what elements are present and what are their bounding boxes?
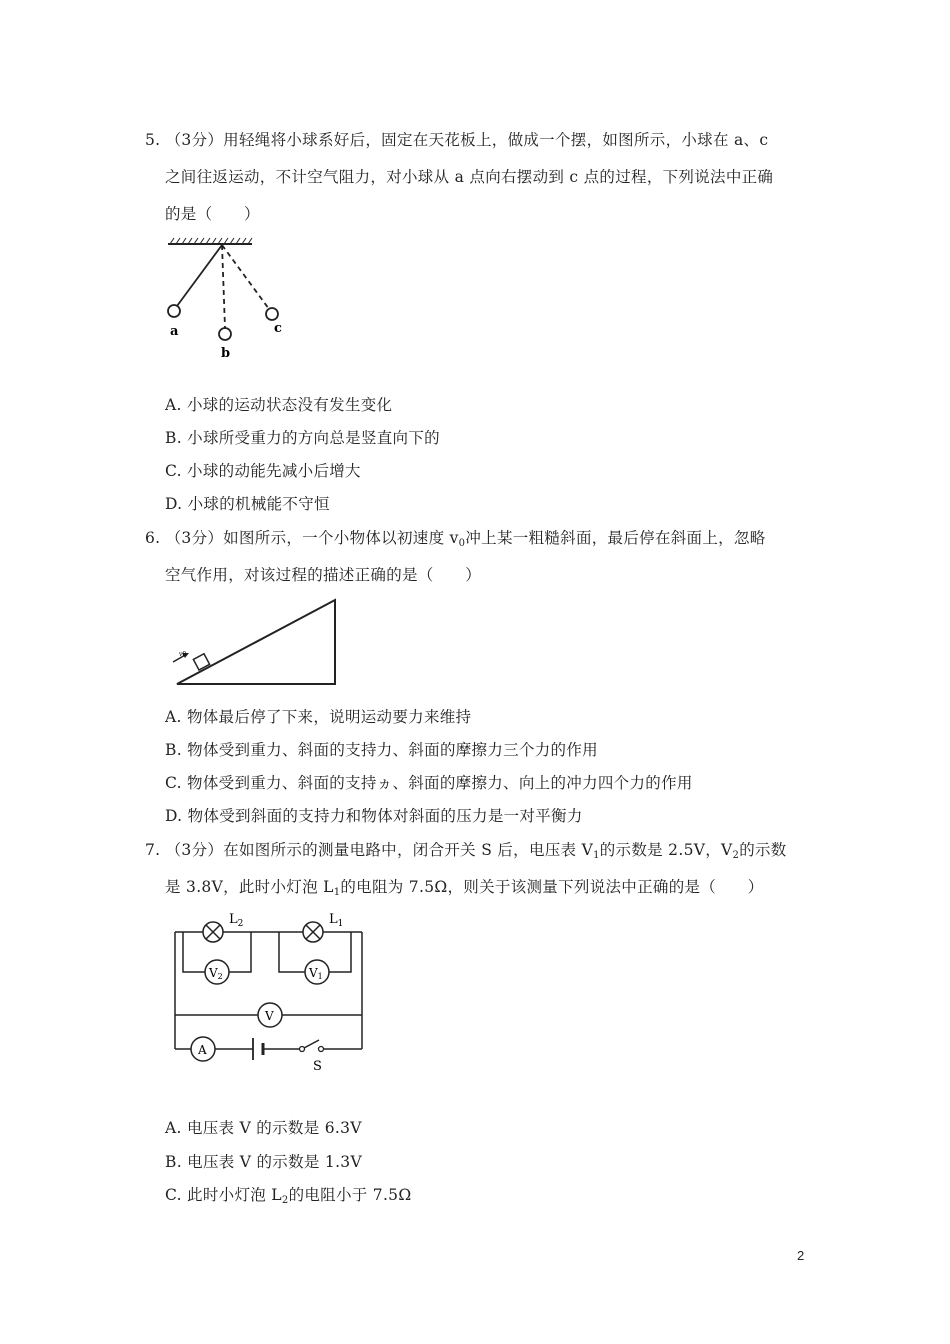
lamp-l2-icon	[203, 922, 223, 942]
circuit-figure	[165, 908, 375, 1076]
label-l1-sub: 1	[337, 919, 344, 929]
ball-a	[168, 305, 180, 317]
q6-option-c: C. 物体受到重力、斜面的支持ヵ、斜面的摩擦力、向上的冲力四个力的作用	[165, 774, 693, 792]
svg-text:L1	[329, 912, 343, 929]
label-a: a	[170, 324, 179, 339]
pendulum-figure	[160, 236, 300, 364]
q7-option-b: B. 电压表 V 的示数是 1.3V	[165, 1153, 362, 1171]
q6-stem-line1: 6. （3分）如图所示，一个小物体以初速度 $v_0$冲上某一粗糙斜面，最后停在斜面上，忽略	[145, 529, 766, 549]
q6-option-d: D. 物体受到斜面的支持力和物体对斜面的压力是一对平衡力	[165, 807, 583, 825]
q5-option-a: A. 小球的运动状态没有发生变化	[165, 396, 393, 414]
string-c	[222, 245, 269, 309]
q5-option-b: B. 小球所受重力的方向总是竖直向下的	[165, 429, 440, 447]
incline-figure	[165, 596, 345, 691]
label-l1: L	[329, 912, 338, 927]
label-a: A	[198, 1043, 207, 1057]
label-s: S	[313, 1059, 322, 1074]
label-v1: V	[309, 966, 318, 980]
q5-stem-line1: 5. （3分）用轻绳将小球系好后，固定在天花板上，做成一个摆，如图所示，小球在 a、c	[145, 131, 769, 149]
q5-stem-line3: 的是（ ）	[165, 205, 260, 223]
lamp-l1-icon	[303, 922, 323, 942]
velocity-label: v0	[179, 651, 187, 658]
q7-option-c: C. 此时小灯泡 $L_2$的电阻小于 7.5Ω	[165, 1186, 412, 1206]
string-b	[222, 245, 225, 328]
label-v1-sub: 1	[317, 972, 323, 981]
q7-option-a: A. 电压表 V 的示数是 6.3V	[165, 1119, 362, 1137]
q5-option-c: C. 小球的动能先减小后增大	[165, 462, 361, 480]
battery-icon	[253, 1038, 263, 1060]
switch-icon	[300, 1040, 324, 1052]
label-v2-sub: 2	[217, 972, 223, 981]
q6-option-b: B. 物体受到重力、斜面的支持力、斜面的摩擦力三个力的作用	[165, 741, 598, 759]
label-l2-sub: 2	[237, 919, 244, 929]
string-a	[177, 245, 222, 306]
q6-option-a: A. 物体最后停了下来，说明运动要力来维持	[165, 708, 472, 726]
label-c: c	[274, 321, 282, 336]
q6-stem-line2: 空气作用，对该过程的描述正确的是（ ）	[165, 566, 482, 584]
svg-text:L2	[229, 912, 243, 929]
q5-option-d: D. 小球的机械能不守恒	[165, 495, 330, 513]
q5-stem-line2: 之间往返运动，不计空气阻力，对小球从 a 点向右摆动到 c 点的过程，下列说法中正确	[165, 168, 774, 186]
ball-b	[219, 328, 231, 340]
label-v: V	[265, 1009, 274, 1023]
label-v2: V	[209, 966, 218, 980]
label-b: b	[221, 346, 231, 361]
q7-stem-line1: 7. （3分）在如图所示的测量电路中，闭合开关 S 后，电压表 $V_1$的示数是 2.5V，$V_2$的示数	[145, 841, 787, 861]
q7-stem-line2: 是 3.8V，此时小灯泡 $L_1$的电阻为 7.5Ω，则关于该测量下列说法中正确的是（ ）	[165, 878, 764, 898]
label-l2: L	[229, 912, 238, 927]
page-number: 2	[797, 1248, 805, 1263]
ball-c	[266, 308, 278, 320]
